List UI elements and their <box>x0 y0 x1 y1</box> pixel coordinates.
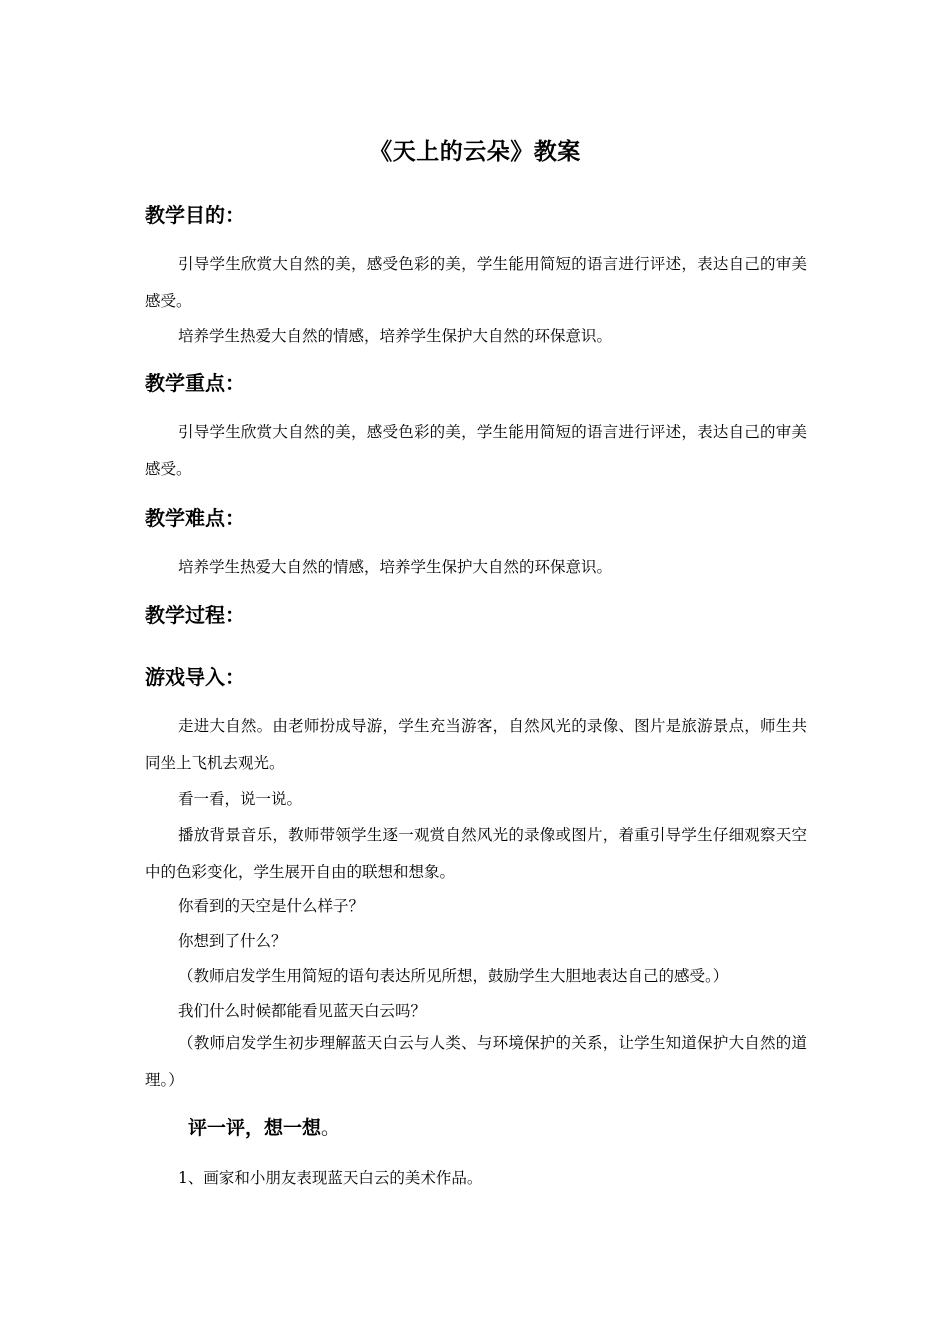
purpose-paragraph-1: 引导学生欣赏大自然的美，感受色彩的美，学生能用简短的语言进行评述，表达自己的审美感受。 <box>145 255 807 310</box>
intro-note-2: （教师启发学生初步理解蓝天白云与人类、与环境保护的关系，让学生知道保护大自然的道理。） <box>145 1034 807 1089</box>
evaluate-item-1: 1、画家和小朋友表现蓝天白云的美术作品。 <box>178 1169 483 1187</box>
heading-teaching-purpose: 教学目的： <box>145 203 245 227</box>
intro-question-2: 你想到了什么？ <box>178 932 287 950</box>
intro-note-1: （教师启发学生用简短的语句表达所见所想，鼓励学生大胆地表达自己的感受。） <box>178 967 729 985</box>
document-title: 《天上的云朵》教案 <box>369 139 581 165</box>
evaluate-heading-punct: 。 <box>321 1117 341 1139</box>
intro-paragraph-3: 播放背景音乐，教师带领学生逐一观赏自然风光的录像或图片，着重引导学生仔细观察天空中的色彩变化，学生展开自由的联想和想象。 <box>145 826 807 881</box>
heading-teaching-difficulty: 教学难点： <box>145 506 245 530</box>
intro-paragraph-1: 走进大自然。由老师扮成导游，学生充当游客，自然风光的录像、图片是旅游景点，师生共同坐上飞机去观光。 <box>145 717 807 772</box>
difficulty-paragraph: 培养学生热爱大自然的情感，培养学生保护大自然的环保意识。 <box>178 558 613 576</box>
heading-evaluate-and-think <box>188 1113 340 1143</box>
heading-game-intro: 游戏导入： <box>145 665 245 689</box>
intro-question-3: 我们什么时候都能看见蓝天白云吗？ <box>178 1002 427 1020</box>
heading-teaching-process: 教学过程： <box>145 603 245 627</box>
evaluate-heading-text: 评一评，想一想 <box>188 1117 322 1139</box>
heading-teaching-key-points: 教学重点： <box>145 371 245 395</box>
purpose-paragraph-2: 培养学生热爱大自然的情感，培养学生保护大自然的环保意识。 <box>178 327 613 345</box>
intro-look-and-say: 看一看，说一说。 <box>178 790 303 808</box>
intro-question-1: 你看到的天空是什么样子？ <box>178 897 365 915</box>
key-points-paragraph: 引导学生欣赏大自然的美，感受色彩的美，学生能用简短的语言进行评述，表达自己的审美感受。 <box>145 423 807 478</box>
